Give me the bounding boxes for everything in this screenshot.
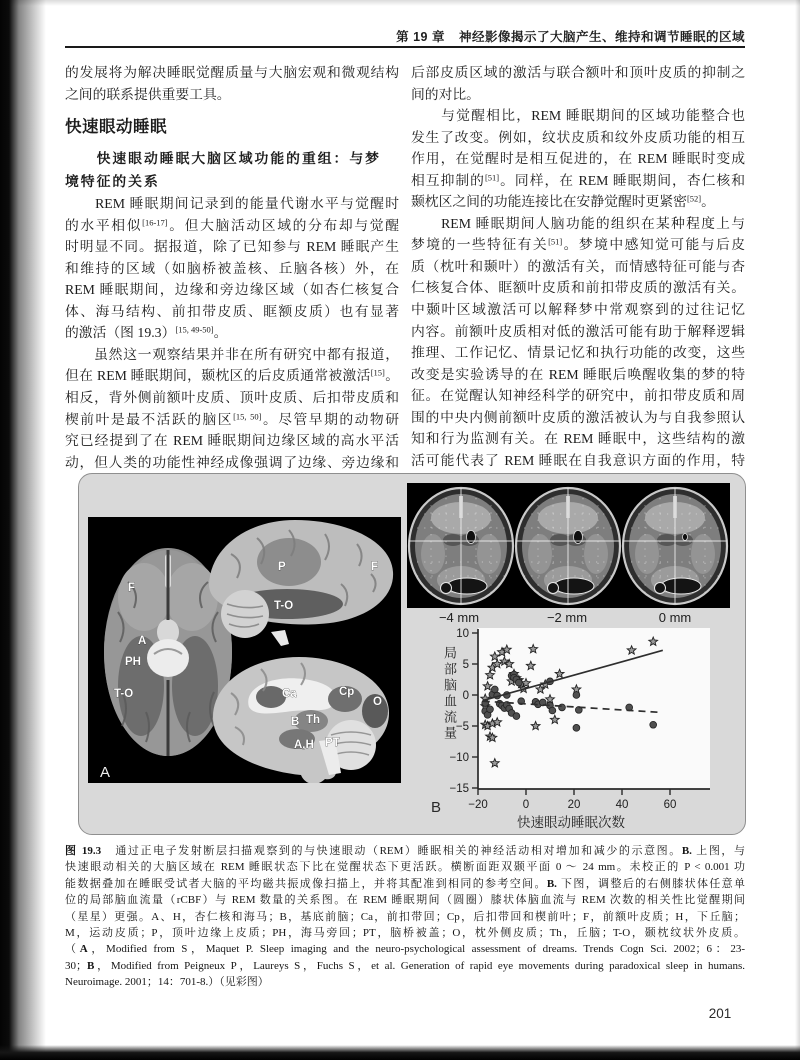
text-line: 与觉醒相比，REM 睡眠期间的区域功能整合也 xyxy=(411,108,745,124)
text-line: 30；B，Modified from Peigneux P，Laureys S，Fuchs S，et al. Generation of rapid eye movements during paradoxical sleep in humans. xyxy=(65,959,745,972)
circle-point xyxy=(573,724,580,731)
section-heading: 快速眼动睡眠 xyxy=(65,118,167,137)
label-th-medial: Th xyxy=(306,714,321,726)
page-edge-bottom xyxy=(0,1045,800,1060)
text-line: 的水平相似[16-17]。但大脑活动区域的分布却与觉醒 xyxy=(65,217,399,233)
text-line: 的发展将为解决睡眠觉醒质量与大脑宏观和微观结构 xyxy=(65,65,399,80)
svg-text:10: 10 xyxy=(456,628,469,640)
brain-views-image xyxy=(88,517,401,783)
text-line: 图 19.3 通过正电子发射断层扫描观察到的与快速眼动（REM）睡眠相关的神经活动相对增加和减少的示意图。B. 上图，与 xyxy=(65,845,746,857)
text-line: 究已经提到了在 REM 睡眠期间边缘区域的高水平活 xyxy=(65,433,399,449)
text-line: 时明显不同。据报道，除了已知参与 REM 睡眠产生 xyxy=(65,239,399,255)
svg-text:−15: −15 xyxy=(449,783,469,795)
brain-panel-a xyxy=(88,517,401,783)
text-line: 相反，背外侧前额叶皮质、顶叶皮质、后扣带皮质和 xyxy=(65,390,399,406)
text-line: 仁核复合体、眶额叶皮质和前扣带皮质的激活有关。 xyxy=(411,280,745,296)
text-line: 快速眼动睡眠大脑区域功能的重组：与梦 xyxy=(65,151,381,167)
circle-point xyxy=(513,713,520,720)
label-f-inferior: F xyxy=(128,582,136,594)
text-line: REM 睡眠期间，边缘和旁边缘区域（如杏仁核复合 xyxy=(65,282,399,298)
chapter-title: 神经影像揭示了大脑产生、维持和调节睡眠的区域 xyxy=(458,30,745,44)
slice-label-zero: 0 mm xyxy=(658,610,692,625)
svg-text:5: 5 xyxy=(462,659,469,671)
running-header xyxy=(65,27,745,45)
svg-text:−5: −5 xyxy=(455,721,469,733)
figure-caption xyxy=(65,843,745,991)
text-line: 梦境的一些特征有关[51]。梦境中感知觉可能与后皮 xyxy=(411,236,746,253)
subsection-heading xyxy=(65,147,399,193)
circle-point xyxy=(559,704,566,711)
text-line: M，运动皮质；P，顶叶边缘上皮质；PH，海马旁回；PT，脑桥被盖；O，枕外侧皮质；Th，丘脑；T-O，颞枕纹状外皮质。 xyxy=(65,927,745,940)
header-rule xyxy=(65,46,745,48)
text-line: 和维持的区域（如脑桥被盖核、丘脑各核）外，在 xyxy=(65,260,399,276)
right-column xyxy=(411,62,745,471)
text-line: （A，Modified from S，Maquet P. Sleep imaging and the neuro-psychological assessment of dreams. Trends Cogn Sci. 2002；6：23- xyxy=(65,943,746,956)
page-edge-top xyxy=(0,0,800,6)
text-line: 改变是实验诱导的在 REM 睡眠后唤醒收集的梦的特 xyxy=(411,366,745,382)
text-line: 中颞叶区域激活可以解释梦中常观察到的过往记忆 xyxy=(411,302,745,318)
svg-text:−20: −20 xyxy=(468,799,488,811)
label-to-inferior: T-O xyxy=(114,688,134,700)
text-line: 颞枕区之间的功能连接比在安静觉醒时更紧密[52]。 xyxy=(411,193,715,210)
label-cp-medial: Cp xyxy=(339,686,355,698)
svg-text:60: 60 xyxy=(663,799,677,811)
x-axis-label: 快速眼动睡眠次数 xyxy=(517,815,625,830)
svg-text:−10: −10 xyxy=(449,752,469,764)
text-line: 楔前叶是最不活跃的脑区[15, 50]。尽管早期的动物研 xyxy=(65,411,400,427)
left-column xyxy=(65,62,399,473)
circle-point xyxy=(515,679,522,686)
chapter-number: 第 19 章 xyxy=(396,30,445,44)
panel-b-corner-label: B xyxy=(431,799,442,816)
text-line: 动，但人类的功能性神经成像强调了边缘、旁边缘和 xyxy=(65,454,399,470)
text-line: 相互抑制的[51]。同样，在 REM 睡眠期间，杏仁核和 xyxy=(411,172,746,188)
label-ca-medial: Ca xyxy=(282,688,297,700)
text-line: 之间的联系提供重要工具。 xyxy=(65,86,231,102)
page-number: 201 xyxy=(708,1006,732,1021)
panel-a-corner-label: A xyxy=(100,764,111,781)
text-line: 征。在觉醒认知神经科学的研究中，前扣带皮质和周 xyxy=(411,388,745,404)
text-line: 内容。前额叶皮质相对低的激活可能有助于解释逻辑 xyxy=(411,323,745,339)
text-line: 知和行为监测有关。在 REM 睡眠中，这些结构的激 xyxy=(411,431,745,447)
label-f-lateral: F xyxy=(371,561,379,573)
svg-text:40: 40 xyxy=(615,799,629,811)
page-edge-right xyxy=(795,0,800,1060)
text-line: 境特征的关系 xyxy=(65,174,160,190)
text-line: 后部皮质区域的激活与联合额叶和顶叶皮质的抑制之 xyxy=(411,65,745,80)
text-line: REM 睡眠期间人脑功能的组织在某种程度上与 xyxy=(411,215,745,231)
right-body xyxy=(411,62,745,471)
scatter-chart xyxy=(431,621,741,833)
text-line: 围的中央内侧前额叶皮质的激活被认为与自我参照认 xyxy=(411,409,745,425)
text-line: 快速眼动相关的大脑区域在 REM 睡眠状态下比在觉醒状态下更活跃。横断面距双颞平面 0 ～ 24 mm。未校正的 P < 0.001 功 xyxy=(65,861,745,874)
slice-label-minus2: −2 mm xyxy=(546,610,588,625)
label-ph-inferior: PH xyxy=(125,656,141,668)
y-axis-label: 局部脑血流量 xyxy=(442,646,457,742)
slice-label-minus4: −4 mm xyxy=(438,610,480,625)
svg-text:0: 0 xyxy=(522,799,530,811)
label-ah-medial: A,H xyxy=(294,739,314,751)
text-line: 体、海马结构、前扣带皮质、眶额皮质）也有显著 xyxy=(65,303,399,319)
text-line: REM 睡眠期间记录到的能量代谢水平与觉醒时 xyxy=(65,196,399,212)
text-line: 但在 REM 睡眠期间，颞枕区的后皮质通常被激活[15]。 xyxy=(65,367,400,384)
circle-point xyxy=(650,721,657,728)
text-line: 质（枕叶和颞叶）的激活有关，而情感特征可能与杏 xyxy=(411,258,745,274)
intro-paragraph xyxy=(65,62,399,105)
text-line: （星星）更强。A、H，杏仁核和海马；B，基底前脑；Ca，前扣带回；Cp，后扣带回和楔前叶；F，前额叶皮质；H，下丘脑； xyxy=(65,910,745,923)
label-pt-medial: PT xyxy=(325,737,340,749)
label-b-medial: B xyxy=(291,716,300,728)
left-body xyxy=(65,193,399,473)
text-line: 的激活（图 19.3）[15, 49-50]。 xyxy=(65,324,228,341)
text-line: 作用，在觉醒时是相互促进的，在 REM 睡眠时变成 xyxy=(411,151,745,167)
label-o-medial: O xyxy=(373,696,382,708)
svg-text:20: 20 xyxy=(567,799,581,811)
text-line: Neuroimage. 2001；14：701-8.）（见彩图） xyxy=(65,976,269,989)
label-p-lateral: P xyxy=(278,561,286,573)
label-a-inferior: A xyxy=(138,635,147,647)
svg-text:0: 0 xyxy=(462,690,469,702)
text-line: 虽然这一观察结果并非在所有研究中都有报道， xyxy=(65,346,399,362)
axial-slices-image xyxy=(407,483,730,608)
text-line: 推理、工作记忆、情景记忆和执行功能的改变，这些 xyxy=(411,345,745,361)
circle-point xyxy=(549,707,556,714)
text-line: 间的对比。 xyxy=(411,86,480,102)
circle-point xyxy=(491,686,498,693)
text-line: 位的局部脑血流量（rCBF）与 REM 数量的关系图。在 REM 睡眠期间（圆圈）膝状体脑血流与 REM 次数的相关性比觉醒期间 xyxy=(65,894,745,907)
circle-point xyxy=(487,706,494,713)
page-edge-left xyxy=(0,0,46,1060)
figure-19-3 xyxy=(78,473,746,835)
text-line: 发生了改变。例如，纹状皮质和纹外皮质功能的相互 xyxy=(411,129,745,145)
text-line: 能数据叠加在睡眠受试者大脑的平均磁共振成像扫描上，并将其配准到相同的参考空间。B. 下图，调整后的右侧膝状体任意单 xyxy=(65,877,746,890)
label-to-lateral: T-O xyxy=(274,600,294,612)
text-line: 活可能代表了 REM 睡眠在自我意识方面的作用，特 xyxy=(411,452,745,468)
circle-point xyxy=(573,692,580,699)
